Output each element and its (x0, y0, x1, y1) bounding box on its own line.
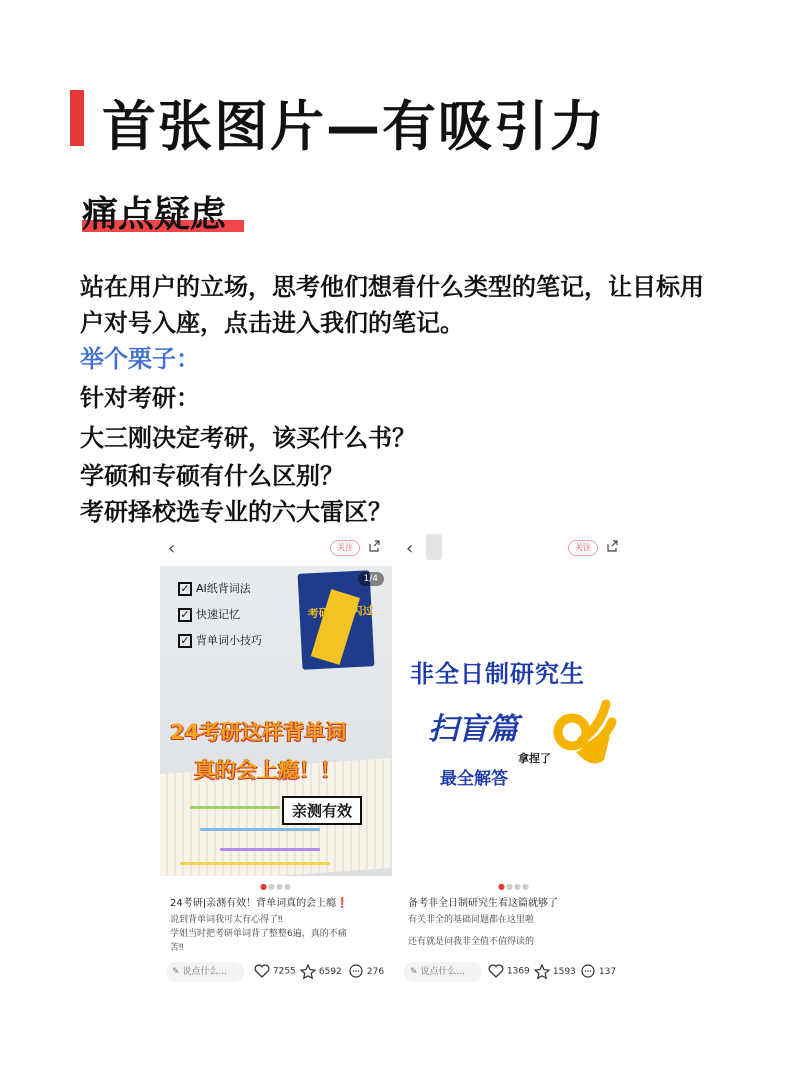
share-icon[interactable] (606, 540, 618, 552)
carousel-dots: ●●●● (260, 882, 292, 891)
note-title: 备考非全日制研究生看这篇就够了 (408, 898, 558, 909)
body-line-6: 学硕和专硕有什么区别？ (80, 462, 344, 490)
star-icon (534, 964, 550, 979)
body-line-1: 站在用户的立场，思考他们想看什么类型的笔记，让目标用 (80, 273, 704, 301)
follow-button[interactable]: 关注 (568, 540, 598, 556)
favorite-button[interactable]: 1593 (534, 964, 576, 979)
body-line-5: 大三刚决定考研，该买什么书？ (80, 424, 416, 452)
section-title: 痛点疑虑 (82, 194, 227, 235)
share-icon[interactable] (368, 540, 380, 552)
cover-headline-3: 最全解答 (440, 769, 508, 789)
body-line-4: 针对考研： (80, 384, 200, 412)
cover-headline-1: 24考研这样背单词 (170, 720, 347, 744)
checklist-item: ✓ AI纸背词法 (178, 580, 251, 596)
cover-headline-2: 真的会上瘾！！ (194, 758, 341, 782)
carousel-dots: ●●●● (498, 882, 530, 891)
note-header (160, 532, 392, 564)
note-action-bar (160, 960, 392, 984)
page-title: 首张图片—有吸引力 (102, 95, 606, 158)
title-accent-bar (70, 90, 84, 146)
note-desc-line: 还有就是问我非全值不值得读的 (408, 937, 535, 947)
checklist-item: ✓ 快速记忆 (178, 606, 240, 622)
cover-stamp: 亲测有效 (282, 796, 362, 825)
note-desc-line: 学姐当时把考研单词背了整整6遍，真的不痛 (170, 929, 347, 939)
body-line-7: 考研择校选专业的六大雷区？ (80, 498, 392, 526)
note-desc-line: 说到背单词我可太有心得了‼ (170, 915, 283, 925)
note-action-bar (398, 960, 630, 984)
note-cover-image[interactable] (398, 566, 630, 876)
note-card-left[interactable] (160, 532, 392, 1002)
highlight-line (200, 828, 320, 831)
heart-icon (488, 964, 504, 978)
cover-tag: 拿捏了 (518, 752, 551, 765)
cover-headline-1: 非全日制研究生 (410, 660, 585, 688)
note-cover-image[interactable] (160, 566, 392, 876)
checkbox-icon: ✓ (178, 634, 192, 648)
example-label: 举个栗子： (80, 345, 200, 373)
note-desc-line: 有关非全的基础问题都在这里啦 (408, 915, 535, 925)
heart-icon (254, 964, 270, 978)
comment-button[interactable]: 276 (348, 964, 384, 979)
section-heading (82, 186, 226, 237)
favorite-button[interactable]: 6592 (300, 964, 342, 979)
cover-stripe (311, 589, 360, 665)
comment-icon (348, 964, 364, 979)
note-desc-line: 苦‼ (170, 943, 184, 953)
highlight-line (190, 806, 280, 809)
like-button[interactable]: 1369 (488, 964, 530, 978)
highlight-line (180, 862, 330, 865)
back-arrow-icon[interactable]: ‹ (168, 538, 176, 559)
note-card-right[interactable] (398, 532, 630, 1002)
highlight-line (220, 848, 320, 851)
note-title: 24考研|亲测有效！背单词真的会上瘾❗ (170, 898, 349, 909)
cover-headline-2: 扫盲篇 (428, 712, 518, 747)
checkbox-icon: ✓ (178, 608, 192, 622)
cover-text: 考研词汇闪过 (307, 604, 374, 621)
comment-icon (580, 964, 596, 979)
page-count-badge: 1/4 (358, 572, 384, 586)
body-line-2: 户对号入座，点击进入我们的笔记。 (80, 309, 464, 337)
checkbox-icon: ✓ (178, 582, 192, 596)
note-header (398, 532, 630, 564)
ok-hand-icon (548, 696, 618, 776)
comment-input[interactable]: ✎ 说点什么... (404, 962, 482, 982)
avatar[interactable] (426, 534, 442, 560)
like-button[interactable]: 7255 (254, 964, 296, 978)
checklist-item: ✓ 背单词小技巧 (178, 632, 262, 648)
comment-button[interactable]: 137 (580, 964, 616, 979)
comment-input[interactable]: ✎ 说点什么... (166, 962, 244, 982)
star-icon (300, 964, 316, 979)
back-arrow-icon[interactable]: ‹ (406, 538, 414, 559)
follow-button[interactable]: 关注 (330, 540, 360, 556)
